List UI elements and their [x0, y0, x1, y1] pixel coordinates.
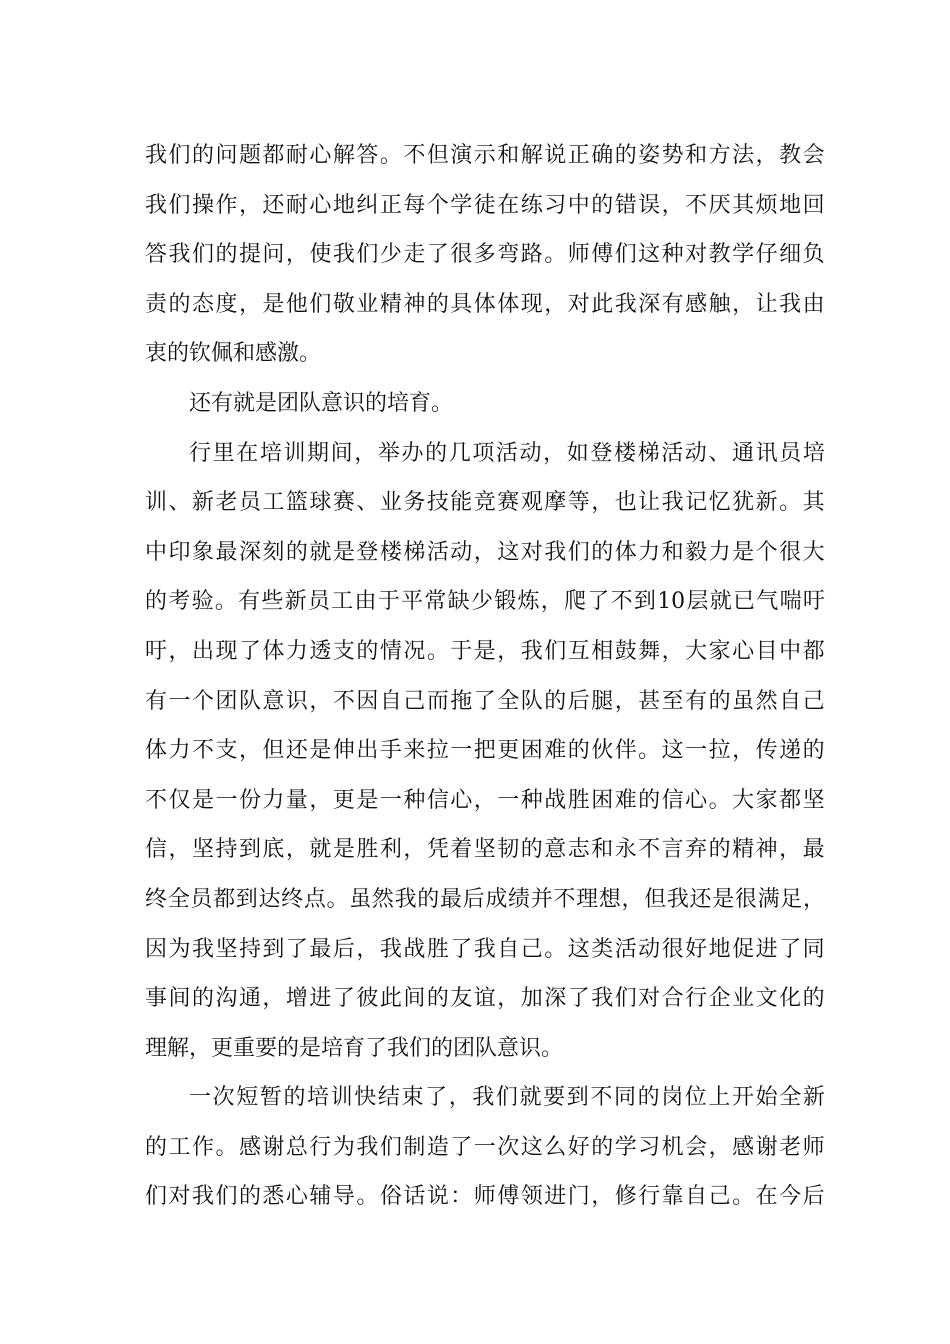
text-line: 我 们 操 作 ， 还 耐 心 地 纠 正 每 个 学 徒 在 练 习 中 的 错 误 ， 不 厌 其 烦 地 回 [145, 192, 825, 218]
text-line: 事 间 的 沟 通 ， 增 进 了 彼 此 间 的 友 谊 ， 加 深 了 我 们 对 合 行 企 业 文 化 的 [145, 986, 825, 1012]
text-line: 行 里 在 培 训 期 间 ， 举 办 的 几 项 活 动 ， 如 登 楼 梯 活 动 、 通 讯 员 培 [189, 440, 825, 466]
text-line: 理解，更重要的是培育了我们的团队意识。 [145, 1035, 564, 1061]
text-line: 们 对 我 们 的 悉 心 辅 导 。 俗 话 说 ： 师 傅 领 进 门 ， 修 行 靠 自 己 。 在 今 后 [145, 1184, 825, 1210]
text-line: 不 仅 是 一 份 力 量 ， 更 是 一 种 信 心 ， 一 种 战 胜 困 难 的 信 心 。 大 家 都 坚 [145, 787, 825, 813]
text-line: 中 印 象 最 深 刻 的 就 是 登 楼 梯 活 动 ， 这 对 我 们 的 体 力 和 毅 力 是 个 很 大 [145, 539, 825, 565]
text-line: 终 全 员 都 到 达 终 点 。 虽 然 我 的 最 后 成 绩 并 不 理 想 ， 但 我 还 是 很 满 足 ， [145, 886, 825, 912]
text-line: 吁 ， 出 现 了 体 力 透 支 的 情 况 。 于 是 ， 我 们 互 相 鼓 舞 ， 大 家 心 目 中 都 [145, 638, 825, 664]
text-line: 答 我 们 的 提 问 ， 使 我 们 少 走 了 很 多 弯 路 。 师 傅 们 这 种 对 教 学 仔 细 负 [145, 242, 825, 268]
text-line: 训 、 新 老 员 工 篮 球 赛 、 业 务 技 能 竞 赛 观 摩 等 ， 也 让 我 记 忆 犹 新 。 其 [145, 490, 825, 516]
text-line: 体 力 不 支 ， 但 还 是 伸 出 手 来 拉 一 把 更 困 难 的 伙 伴 。 这 一 拉 ， 传 递 的 [145, 738, 825, 764]
document-body [145, 131, 825, 1222]
text-line: 的 考 验 。 有 些 新 员 工 由 于 平 常 缺 少 锻 炼 ， 爬 了 不 到 10 层 就 已 气 喘 吁 [145, 589, 825, 615]
text-line: 一 次 短 暂 的 培 训 快 结 束 了 ， 我 们 就 要 到 不 同 的 岗 位 上 开 始 全 新 [189, 1085, 825, 1111]
text-line: 有 一 个 团 队 意 识 ， 不 因 自 己 而 拖 了 全 队 的 后 腿 ， 甚 至 有 的 虽 然 自 己 [145, 688, 825, 714]
text-line: 的 工 作 。 感 谢 总 行 为 我 们 制 造 了 一 次 这 么 好 的 学 习 机 会 ， 感 谢 老 师 [145, 1134, 825, 1160]
text-line: 信 ， 坚 持 到 底 ， 就 是 胜 利 ， 凭 着 坚 韧 的 意 志 和 永 不 言 弃 的 精 神 ， 最 [145, 837, 825, 863]
text-line: 责 的 态 度 ， 是 他 们 敬 业 精 神 的 具 体 体 现 ， 对 此 我 深 有 感 触 ， 让 我 由 [145, 291, 825, 317]
text-line: 还有就是团队意识的培育。 [189, 390, 454, 416]
text-line: 衷的钦佩和感激。 [145, 341, 322, 367]
text-line: 因 为 我 坚 持 到 了 最 后 ， 我 战 胜 了 我 自 己 。 这 类 活 动 很 好 地 促 进 了 同 [145, 936, 825, 962]
text-line: 我 们 的 问 题 都 耐 心 解 答 。 不 但 演 示 和 解 说 正 确 的 姿 势 和 方 法 ， 教 会 [145, 143, 825, 168]
